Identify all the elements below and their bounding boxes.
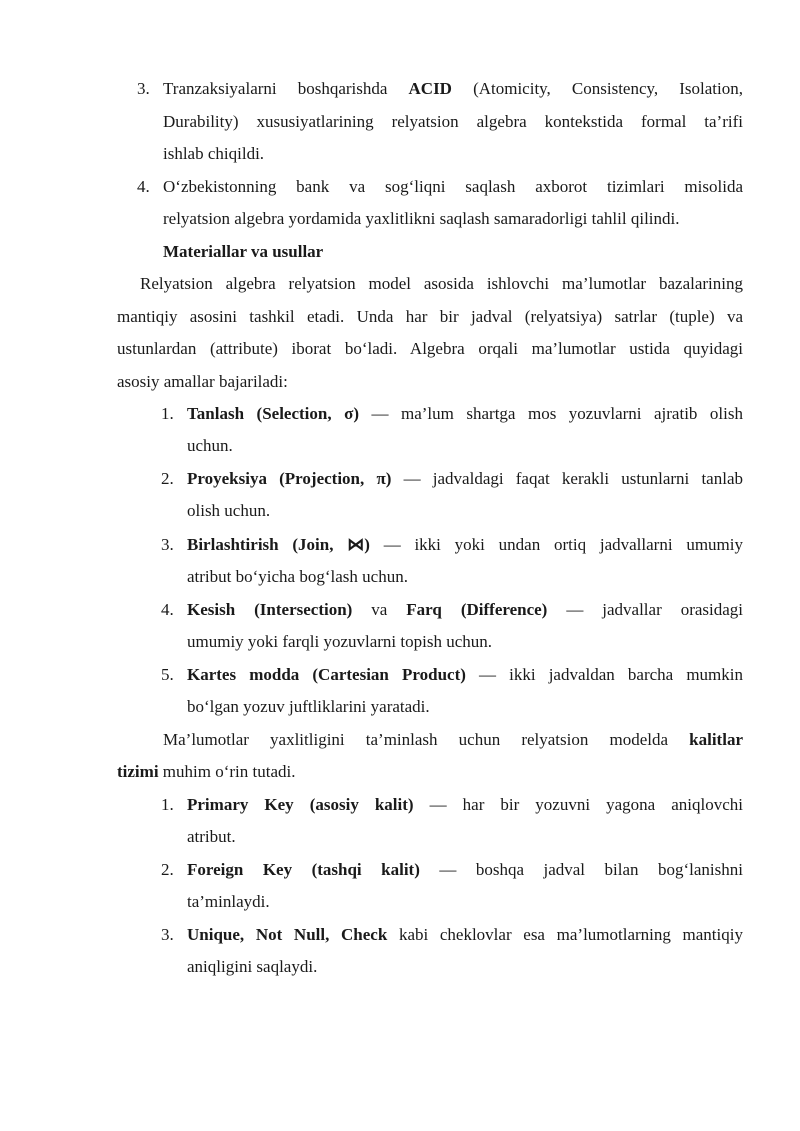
paragraph-line: mantiqiy asosini tashkil etadi. Unda har bir jadval (relyatsiya) satrlar (tuple) va <box>117 307 743 326</box>
list-item-line: Durability) xususiyatlarining relyatsion algebra kontekstida formal ta’rifi <box>163 112 743 131</box>
list-item-line: Primary Key (asosiy kalit) — har bir yozuvni yagona aniqlovchi <box>187 795 743 814</box>
list-number: 3. <box>137 79 150 98</box>
list-item-line: bo‘lgan yozuv juftliklarini yaratadi. <box>187 697 430 716</box>
list-item-line: Tanlash (Selection, σ) — ma’lum shartga mos yozuvlarni ajratib olish <box>187 404 743 423</box>
list-item-line: Kesish (Intersection) va Farq (Difference) — jadvallar orasidagi <box>187 600 744 619</box>
list-number: 4. <box>137 177 150 196</box>
list-item-line: ishlab chiqildi. <box>163 144 265 163</box>
list-item-line: atribut bo‘yicha bog‘lash uchun. <box>187 567 408 586</box>
list-number: 5. <box>161 665 174 684</box>
section-heading: Materiallar va usullar <box>163 242 324 261</box>
paragraph-line: ustunlardan (attribute) iborat bo‘ladi. Algebra orqali ma’lumotlar ustida quyidagi <box>117 339 743 358</box>
list-item-line: aniqligini saqlaydi. <box>187 957 318 976</box>
list-item-line: olish uchun. <box>187 501 271 520</box>
list-number: 1. <box>161 404 174 423</box>
list-item-line: uchun. <box>187 436 233 455</box>
list-item-line: atribut. <box>187 827 236 846</box>
list-number: 4. <box>161 600 174 619</box>
list-item-line: Kartes modda (Cartesian Product) — ikki jadvaldan barcha mumkin <box>187 665 743 684</box>
list-item-line: umumiy yoki farqli yozuvlarni topish uchun. <box>187 632 493 651</box>
paragraph-line: Relyatsion algebra relyatsion model asosida ishlovchi ma’lumotlar bazalarining <box>140 274 743 293</box>
list-item-line: Proyeksiya (Projection, π) — jadvaldagi faqat kerakli ustunlarni tanlab <box>187 469 743 488</box>
list-number: 1. <box>161 795 174 814</box>
list-item-line: O‘zbekistonning bank va sog‘liqni saqlash axborot tizimlari misolida <box>163 177 743 196</box>
list-number: 3. <box>161 925 174 944</box>
list-number: 2. <box>161 860 174 879</box>
list-number: 3. <box>161 535 174 554</box>
list-item-line: Unique, Not Null, Check kabi cheklovlar esa ma’lumotlarning mantiqiy <box>187 925 743 944</box>
list-item-line: Birlashtirish (Join, ⋈) — ikki yoki undan ortiq jadvallarni umumiy <box>187 535 743 554</box>
list-item-line: Foreign Key (tashqi kalit) — boshqa jadval bilan bog‘lanishni <box>187 860 743 879</box>
list-item-line: ta’minlaydi. <box>187 892 270 911</box>
paragraph-line: asosiy amallar bajariladi: <box>117 372 288 391</box>
paragraph-line: tizimi muhim o‘rin tutadi. <box>117 762 296 781</box>
list-item-line: Tranzaksiyalarni boshqarishda ACID (Atomicity, Consistency, Isolation, <box>163 79 743 98</box>
paragraph-line: Ma’lumotlar yaxlitligini ta’minlash uchun relyatsion modelda kalitlar <box>163 730 743 749</box>
list-number: 2. <box>161 469 174 488</box>
list-item-line: relyatsion algebra yordamida yaxlitlikni saqlash samaradorligi tahlil qilindi. <box>163 209 680 228</box>
